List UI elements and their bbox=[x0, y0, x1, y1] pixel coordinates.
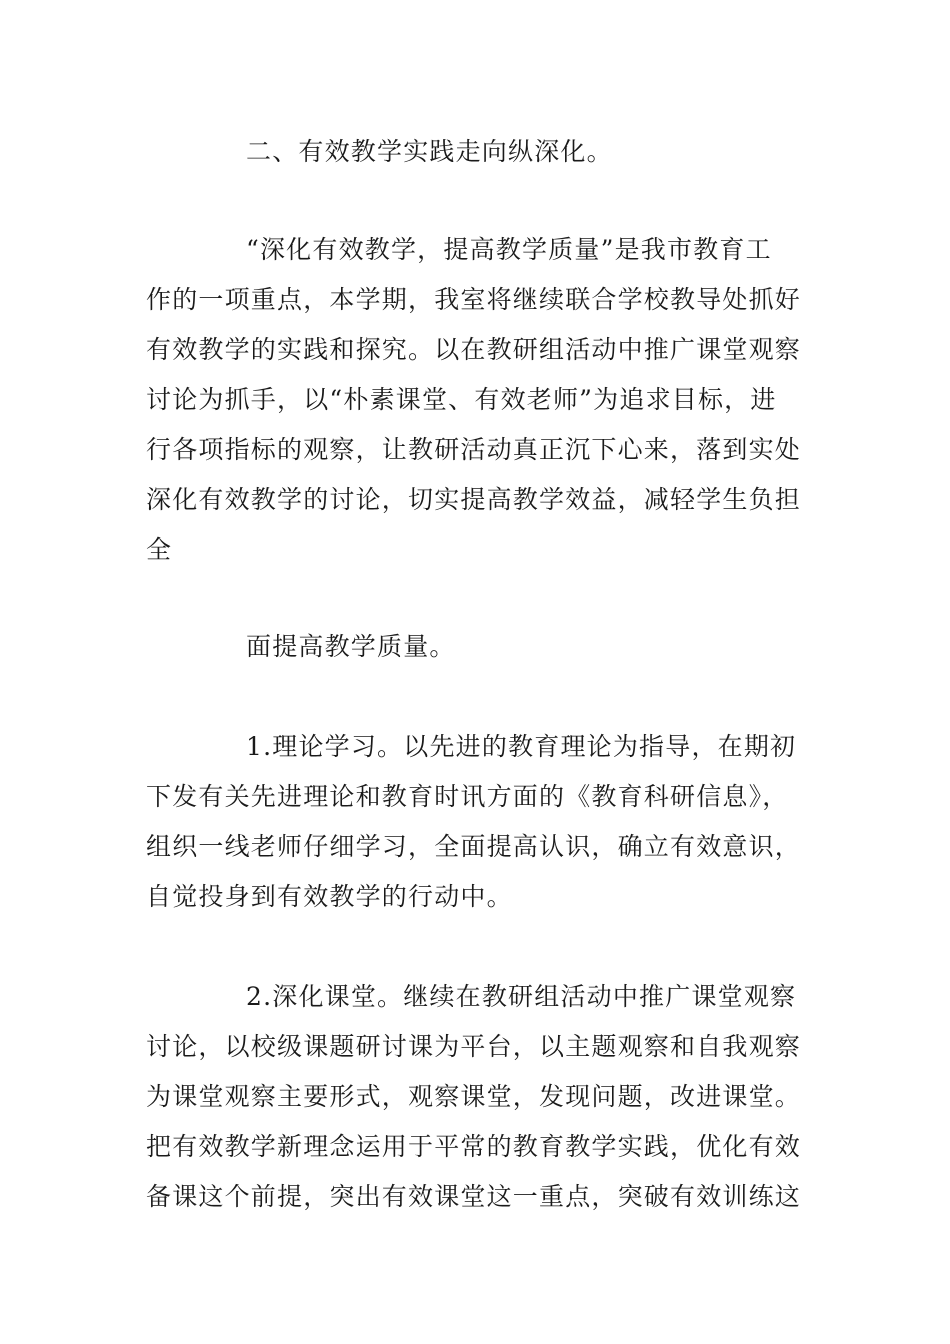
paragraph-4-line-1: 2.深化课堂。继续在教研组活动中推广课堂观察 bbox=[246, 982, 797, 1011]
paragraph-4-line-3: 为课堂观察主要形式，观察课堂，发现问题，改进课堂。 bbox=[146, 1082, 802, 1111]
section-heading: 二、有效教学实践走向纵深化。 bbox=[246, 137, 613, 166]
paragraph-4-line-4: 把有效教学新理念运用于平常的教育教学实践，优化有效 bbox=[146, 1132, 802, 1161]
paragraph-1-line-1: “深化有效教学，提高教学质量”是我市教育工 bbox=[246, 235, 772, 264]
paragraph-4-line-2: 讨论，以校级课题研讨课为平台，以主题观察和自我观察 bbox=[146, 1032, 802, 1061]
paragraph-1-line-3: 有效教学的实践和探究。以在教研组活动中推广课堂观察 bbox=[146, 335, 802, 364]
paragraph-2: 面提高教学质量。 bbox=[246, 632, 456, 661]
paragraph-1-line-4: 讨论为抓手，以“朴素课堂、有效老师”为追求目标，进 bbox=[146, 385, 777, 414]
paragraph-4-line-5: 备课这个前提，突出有效课堂这一重点，突破有效训练这 bbox=[146, 1182, 802, 1211]
paragraph-3-line-3: 组织一线老师仔细学习，全面提高认识，确立有效意识， bbox=[146, 832, 802, 861]
paragraph-3-line-4: 自觉投身到有效教学的行动中。 bbox=[146, 882, 513, 911]
paragraph-1-line-2: 作的一项重点，本学期，我室将继续联合学校教导处抓好 bbox=[146, 285, 802, 314]
paragraph-1-line-6: 深化有效教学的讨论，切实提高教学效益，减轻学生负担 bbox=[146, 485, 802, 514]
paragraph-3-line-1: 1.理论学习。以先进的教育理论为指导，在期初 bbox=[246, 732, 797, 761]
paragraph-3-line-2: 下发有关先进理论和教育时讯方面的《教育科研信息》， bbox=[146, 782, 789, 811]
paragraph-1-line-7: 全 bbox=[146, 535, 173, 564]
paragraph-1-line-5: 行各项指标的观察，让教研活动真正沉下心来，落到实处 bbox=[146, 435, 802, 464]
